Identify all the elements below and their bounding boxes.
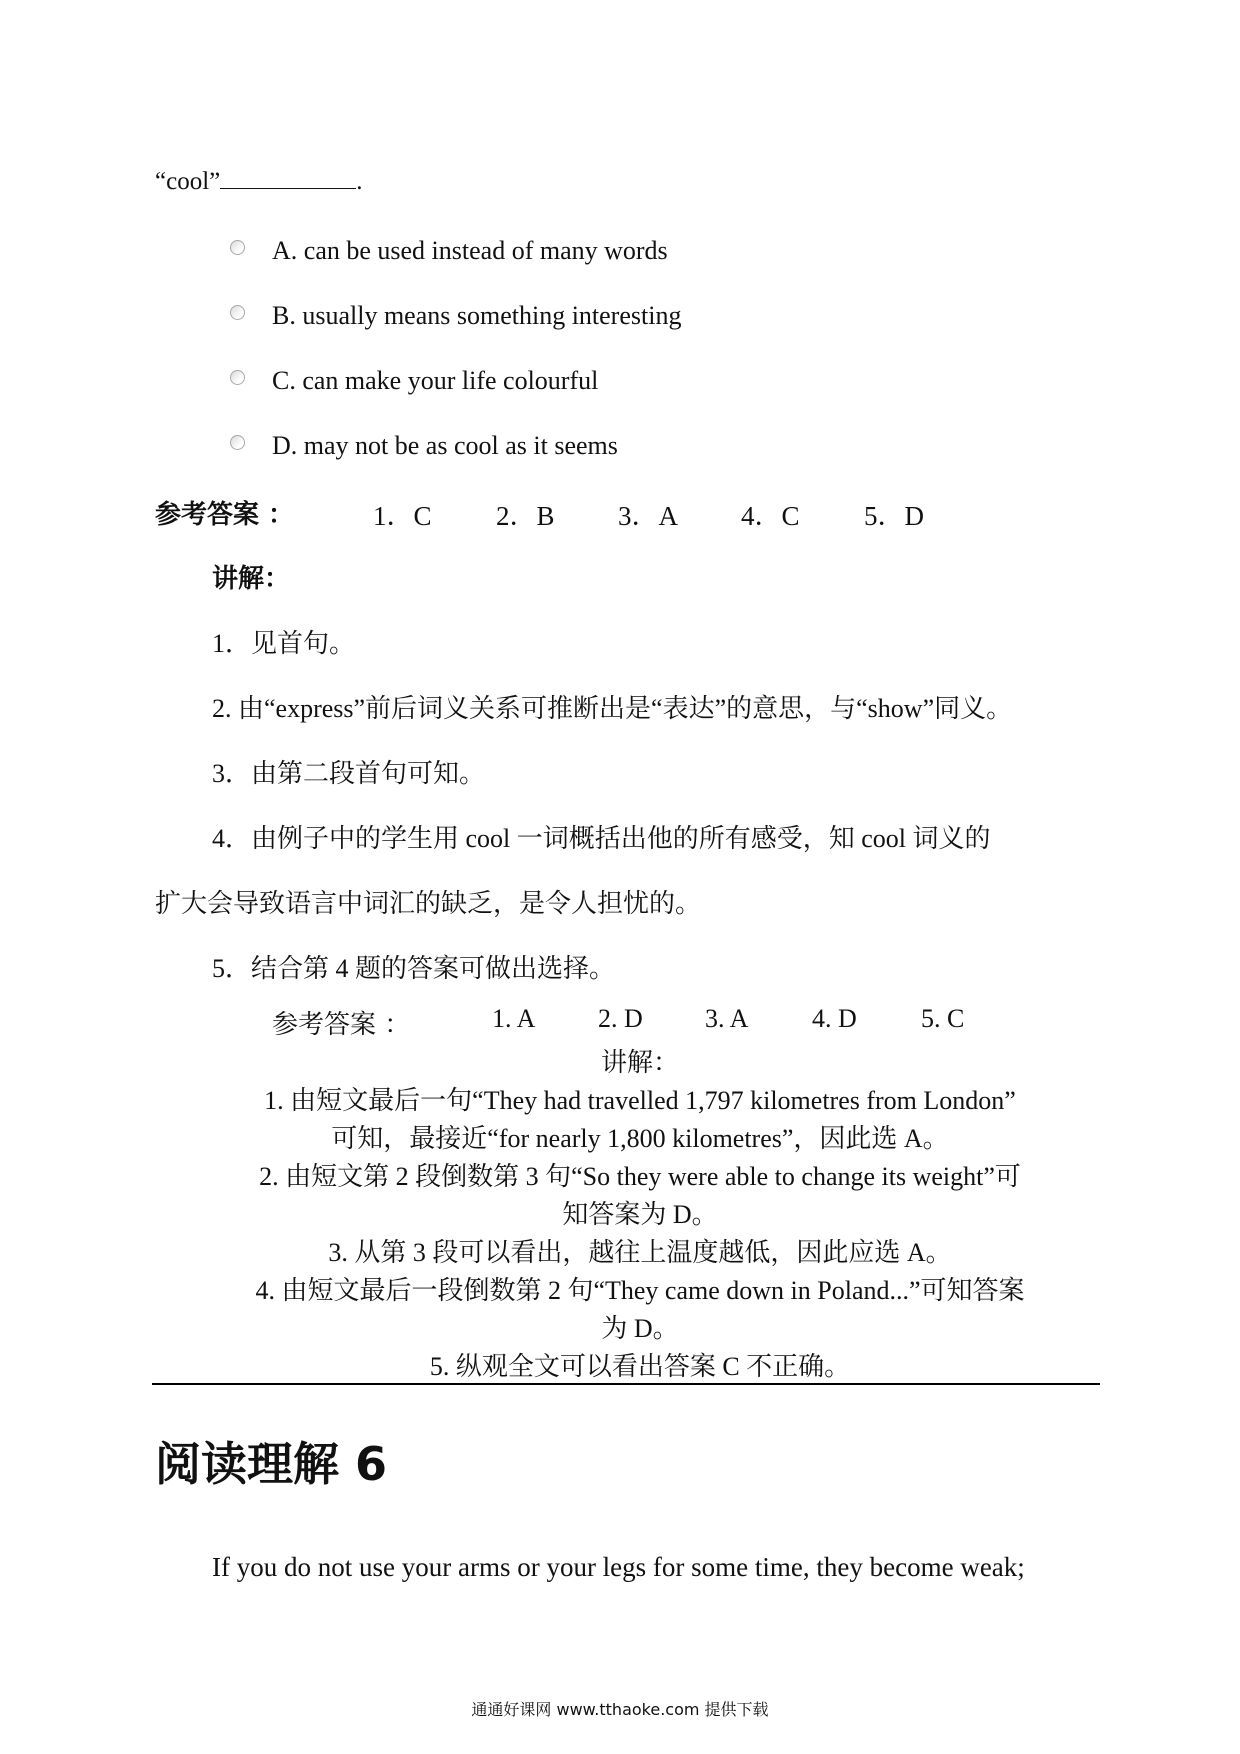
explanation-line: 扩大会导致语言中词汇的缺乏，是令人担忧的。 [155, 889, 702, 918]
option-label: D. may not be as cool as it seems [272, 431, 618, 460]
answer-item: 3. A [705, 1004, 749, 1033]
section-title: 阅读理解 6 [155, 1437, 388, 1491]
answer-blank [220, 166, 356, 189]
explanation-title: 讲解： [212, 564, 291, 594]
option-label: B. usually means something interesting [272, 301, 682, 330]
question-stem-text: “cool” [155, 168, 221, 195]
answer-item: 4. D [812, 1004, 857, 1033]
explanation-line: 5．结合第 4 题的答案可做出选择。 [212, 954, 616, 983]
section-divider [152, 1383, 1100, 1385]
explanation-line: 可知，最接近“for nearly 1,800 kilometres”，因此选 A。 [331, 1124, 949, 1153]
answer-key-label: 参考答案 ： [155, 500, 295, 530]
radio-button-icon[interactable] [230, 305, 245, 320]
radio-button-icon[interactable] [230, 435, 245, 450]
explanation-line: 4．由例子中的学生用 cool 一词概括出他的所有感受，知 cool 词义的 [212, 824, 991, 853]
answer-item: 4．C [741, 501, 800, 531]
answer-item: 3．A [618, 501, 678, 531]
answer-item: 5. C [921, 1004, 965, 1033]
explanation-line: 1. 由短文最后一句“They had travelled 1,797 kilometres from London” [264, 1086, 1016, 1115]
answer-key-2 [272, 1004, 992, 1038]
radio-button-icon[interactable] [230, 240, 245, 255]
answer-key-1 [155, 494, 975, 530]
answer-item: 1. A [492, 1004, 536, 1033]
explanation-title-2: 讲解： [600, 1048, 679, 1077]
question-stem-end: . [356, 168, 363, 195]
option-label: A. can be used instead of many words [272, 236, 668, 265]
explanation-line: 3. 从第 3 段可以看出，越往上温度越低，因此应选 A。 [328, 1238, 952, 1267]
option-label: C. can make your life colourful [272, 366, 599, 395]
answer-item: 5．D [864, 501, 924, 531]
explanation-line: 2. 由“express”前后词义关系可推断出是“表达”的意思，与“show”同义。 [212, 694, 1013, 723]
explanation-line: 为 D。 [601, 1314, 679, 1343]
answer-key-label: 参考答案 ： [272, 1010, 411, 1040]
page-footer: 通通好课网 www.tthaoke.com 提供下载 [471, 1700, 769, 1719]
explanation-line: 5. 纵观全文可以看出答案 C 不正确。 [429, 1352, 851, 1381]
answer-item: 2. D [598, 1004, 643, 1033]
explanation-line: 知答案为 D。 [562, 1200, 718, 1229]
answer-item: 1．C [373, 501, 432, 531]
question-stem [155, 166, 362, 196]
passage-text: If you do not use your arms or your legs for some time, they become weak; [212, 1552, 1025, 1582]
explanation-line: 3．由第二段首句可知。 [212, 759, 486, 788]
explanation-line: 2. 由短文第 2 段倒数第 3 句“So they were able to change its weight”可 [259, 1162, 1021, 1191]
explanation-line: 1．见首句。 [212, 629, 356, 658]
explanation-line: 4. 由短文最后一段倒数第 2 句“They came down in Poland...”可知答案 [255, 1276, 1025, 1305]
answer-item: 2．B [496, 501, 555, 531]
radio-button-icon[interactable] [230, 370, 245, 385]
